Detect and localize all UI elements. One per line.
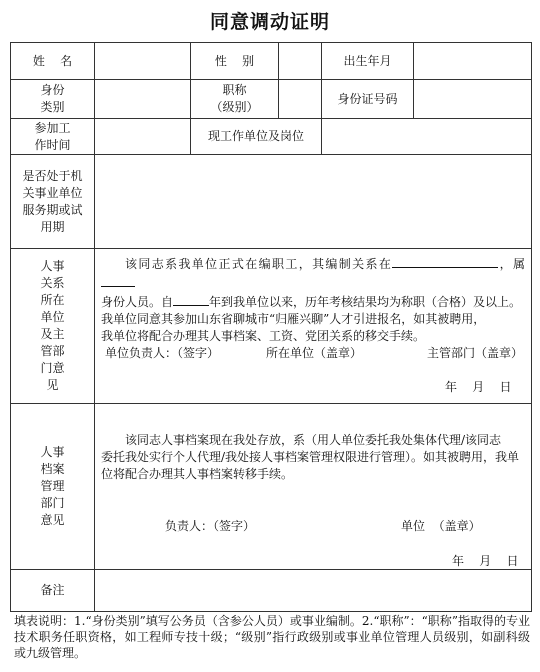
- gender-value[interactable]: [279, 43, 322, 80]
- service-period-label: 是否处于机 关事业单位 服务期或试 用期: [11, 155, 95, 249]
- archive-opinion-label: 人事 档案 管理 部门 意见: [11, 404, 95, 570]
- current-unit-label: 现工作单位及岗位: [191, 119, 322, 155]
- row-work-info: [11, 119, 532, 155]
- birth-date-label: 出生年月: [322, 43, 414, 80]
- document-title: 同意调动证明: [209, 11, 330, 33]
- unit-opinion-line-1: 该同志系我单位正式在编职工，其编制关系在 ，属: [95, 254, 531, 292]
- archive-leader-signature: 负责人：（签字）: [165, 519, 256, 533]
- current-unit-value[interactable]: [322, 119, 532, 155]
- id-number-label: 身份证号码: [322, 80, 414, 119]
- birth-date-value[interactable]: [414, 43, 532, 80]
- row-archive-opinion: [11, 404, 532, 570]
- archive-opinion-date: 年 月 日: [452, 554, 519, 568]
- name-value[interactable]: [95, 43, 191, 80]
- service-period-value[interactable]: [95, 155, 532, 249]
- unit-opinion-line-3: 我单位同意其参加山东省聊城市“归雁兴聊”人才引进报名，如其被聘用，: [101, 312, 486, 326]
- archive-opinion-content: [95, 404, 532, 570]
- transfer-consent-form: [10, 42, 532, 612]
- id-number-value[interactable]: [414, 80, 532, 119]
- identity-type-label: 身份 类别: [11, 80, 95, 119]
- unit-opinion-date: 年 月 日: [445, 380, 512, 394]
- job-title-label: 职称 （级别）: [191, 80, 279, 119]
- filling-instructions: 填表说明：1.“身份类别”填写公务员（含参公人员）或事业编制。2.“职称”：“职称”指取得的专业技术职务任职资格，如工程师专技十级；“级别”指行政级别或事业单位管理人员级别，如副科级或九级管理。: [14, 614, 530, 660]
- archive-opinion-line-2: 委托我处实行个人代理/我处接人事档案管理权限进行管理）。如其被聘用，我单: [101, 450, 520, 464]
- unit-opinion-line-2: 身份人员。自 年到我单位以来，历年考核结果均为称职（合格）及以上。: [95, 292, 531, 311]
- row-service-period: [11, 155, 532, 249]
- row-basic-info: [11, 43, 532, 80]
- identity-type-value[interactable]: [95, 80, 191, 119]
- gender-label: 性 别: [191, 43, 279, 80]
- year-blank[interactable]: [173, 292, 209, 306]
- name-label: 姓 名: [11, 43, 95, 80]
- org-blank[interactable]: [392, 254, 498, 268]
- archive-unit-seal: 单位 （盖章）: [401, 519, 481, 533]
- remarks-value[interactable]: [95, 570, 532, 612]
- job-title-value[interactable]: [279, 80, 322, 119]
- identity-blank[interactable]: [101, 273, 135, 287]
- supervisor-seal: 主管部门（盖章）: [427, 346, 524, 360]
- row-unit-opinion: [11, 249, 532, 404]
- archive-opinion-line-3: 位将配合办理其人事档案转移手续。: [101, 467, 294, 481]
- unit-opinion-label: 人事 关系 所在 单位 及主 管部 门意 见: [11, 249, 95, 404]
- work-start-value[interactable]: [95, 119, 191, 155]
- unit-opinion-line-4: 我单位将配合办理其人事档案、工资、党团关系的移交手续。: [101, 329, 426, 343]
- archive-opinion-line-1: 该同志人事档案现在我处存放，系（用人单位委托我处集体代理/该同志: [125, 433, 502, 447]
- work-start-label: 参加工 作时间: [11, 119, 95, 155]
- row-remarks: [11, 570, 532, 612]
- remarks-label: 备注: [11, 570, 95, 612]
- row-identity-info: [11, 80, 532, 119]
- unit-opinion-content: [95, 249, 532, 404]
- unit-leader-signature: 单位负责人：（签字）: [105, 346, 220, 360]
- unit-seal: 所在单位（盖章）: [266, 346, 363, 360]
